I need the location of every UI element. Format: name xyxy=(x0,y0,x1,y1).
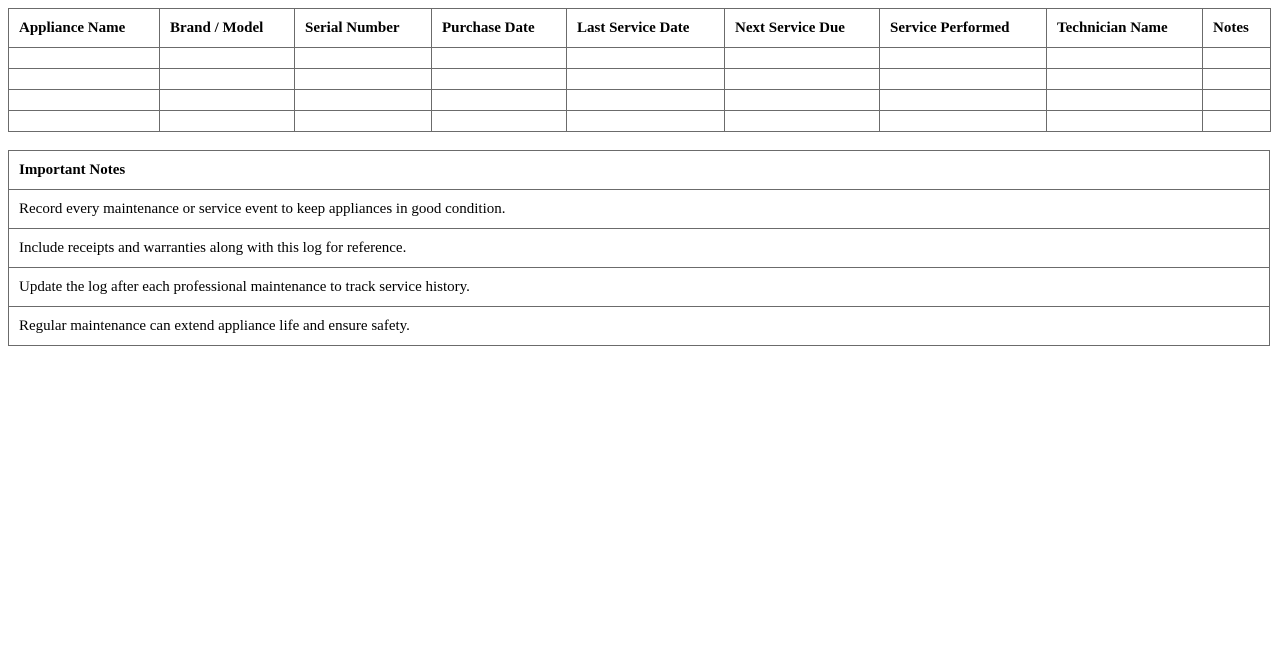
table-cell[interactable] xyxy=(1047,90,1203,111)
table-cell[interactable] xyxy=(1203,48,1271,69)
note-text: Include receipts and warranties along with this log for reference. xyxy=(9,229,1270,268)
list-item xyxy=(9,229,1270,268)
table-row xyxy=(9,90,1271,111)
table-cell[interactable] xyxy=(1047,111,1203,132)
notes-heading-row xyxy=(9,151,1270,190)
table-cell[interactable] xyxy=(9,90,160,111)
note-text: Record every maintenance or service event to keep appliances in good condition. xyxy=(9,190,1270,229)
table-cell[interactable] xyxy=(880,48,1047,69)
list-item xyxy=(9,190,1270,229)
table-cell[interactable] xyxy=(1047,48,1203,69)
column-header-notes: Notes xyxy=(1203,9,1271,48)
list-item xyxy=(9,268,1270,307)
table-cell[interactable] xyxy=(567,69,725,90)
table-cell[interactable] xyxy=(432,48,567,69)
column-header-last-service-date: Last Service Date xyxy=(567,9,725,48)
list-item xyxy=(9,307,1270,346)
table-cell[interactable] xyxy=(725,48,880,69)
table-cell[interactable] xyxy=(295,69,432,90)
table-cell[interactable] xyxy=(295,111,432,132)
table-header-row xyxy=(9,9,1271,48)
table-cell[interactable] xyxy=(160,69,295,90)
important-notes-table xyxy=(8,150,1270,346)
maintenance-log-table xyxy=(8,8,1271,132)
column-header-brand-model: Brand / Model xyxy=(160,9,295,48)
column-header-serial-number: Serial Number xyxy=(295,9,432,48)
table-cell[interactable] xyxy=(567,111,725,132)
table-cell[interactable] xyxy=(432,111,567,132)
table-row xyxy=(9,111,1271,132)
note-text: Update the log after each professional maintenance to track service history. xyxy=(9,268,1270,307)
column-header-technician-name: Technician Name xyxy=(1047,9,1203,48)
column-header-purchase-date: Purchase Date xyxy=(432,9,567,48)
table-cell[interactable] xyxy=(9,69,160,90)
table-cell[interactable] xyxy=(880,90,1047,111)
table-cell[interactable] xyxy=(160,90,295,111)
table-cell[interactable] xyxy=(1203,69,1271,90)
table-cell[interactable] xyxy=(567,90,725,111)
table-cell[interactable] xyxy=(9,48,160,69)
table-cell[interactable] xyxy=(880,111,1047,132)
table-cell[interactable] xyxy=(1047,69,1203,90)
table-cell[interactable] xyxy=(9,111,160,132)
table-cell[interactable] xyxy=(160,48,295,69)
table-cell[interactable] xyxy=(725,69,880,90)
table-cell[interactable] xyxy=(160,111,295,132)
table-row xyxy=(9,69,1271,90)
column-header-next-service-due: Next Service Due xyxy=(725,9,880,48)
notes-heading: Important Notes xyxy=(9,151,1270,190)
column-header-service-performed: Service Performed xyxy=(880,9,1047,48)
table-cell[interactable] xyxy=(295,48,432,69)
table-cell[interactable] xyxy=(725,90,880,111)
table-cell[interactable] xyxy=(567,48,725,69)
column-header-appliance-name: Appliance Name xyxy=(9,9,160,48)
table-row xyxy=(9,48,1271,69)
table-cell[interactable] xyxy=(1203,90,1271,111)
note-text: Regular maintenance can extend appliance life and ensure safety. xyxy=(9,307,1270,346)
table-cell[interactable] xyxy=(725,111,880,132)
table-cell[interactable] xyxy=(295,90,432,111)
table-cell[interactable] xyxy=(432,69,567,90)
table-cell[interactable] xyxy=(880,69,1047,90)
table-cell[interactable] xyxy=(432,90,567,111)
table-cell[interactable] xyxy=(1203,111,1271,132)
